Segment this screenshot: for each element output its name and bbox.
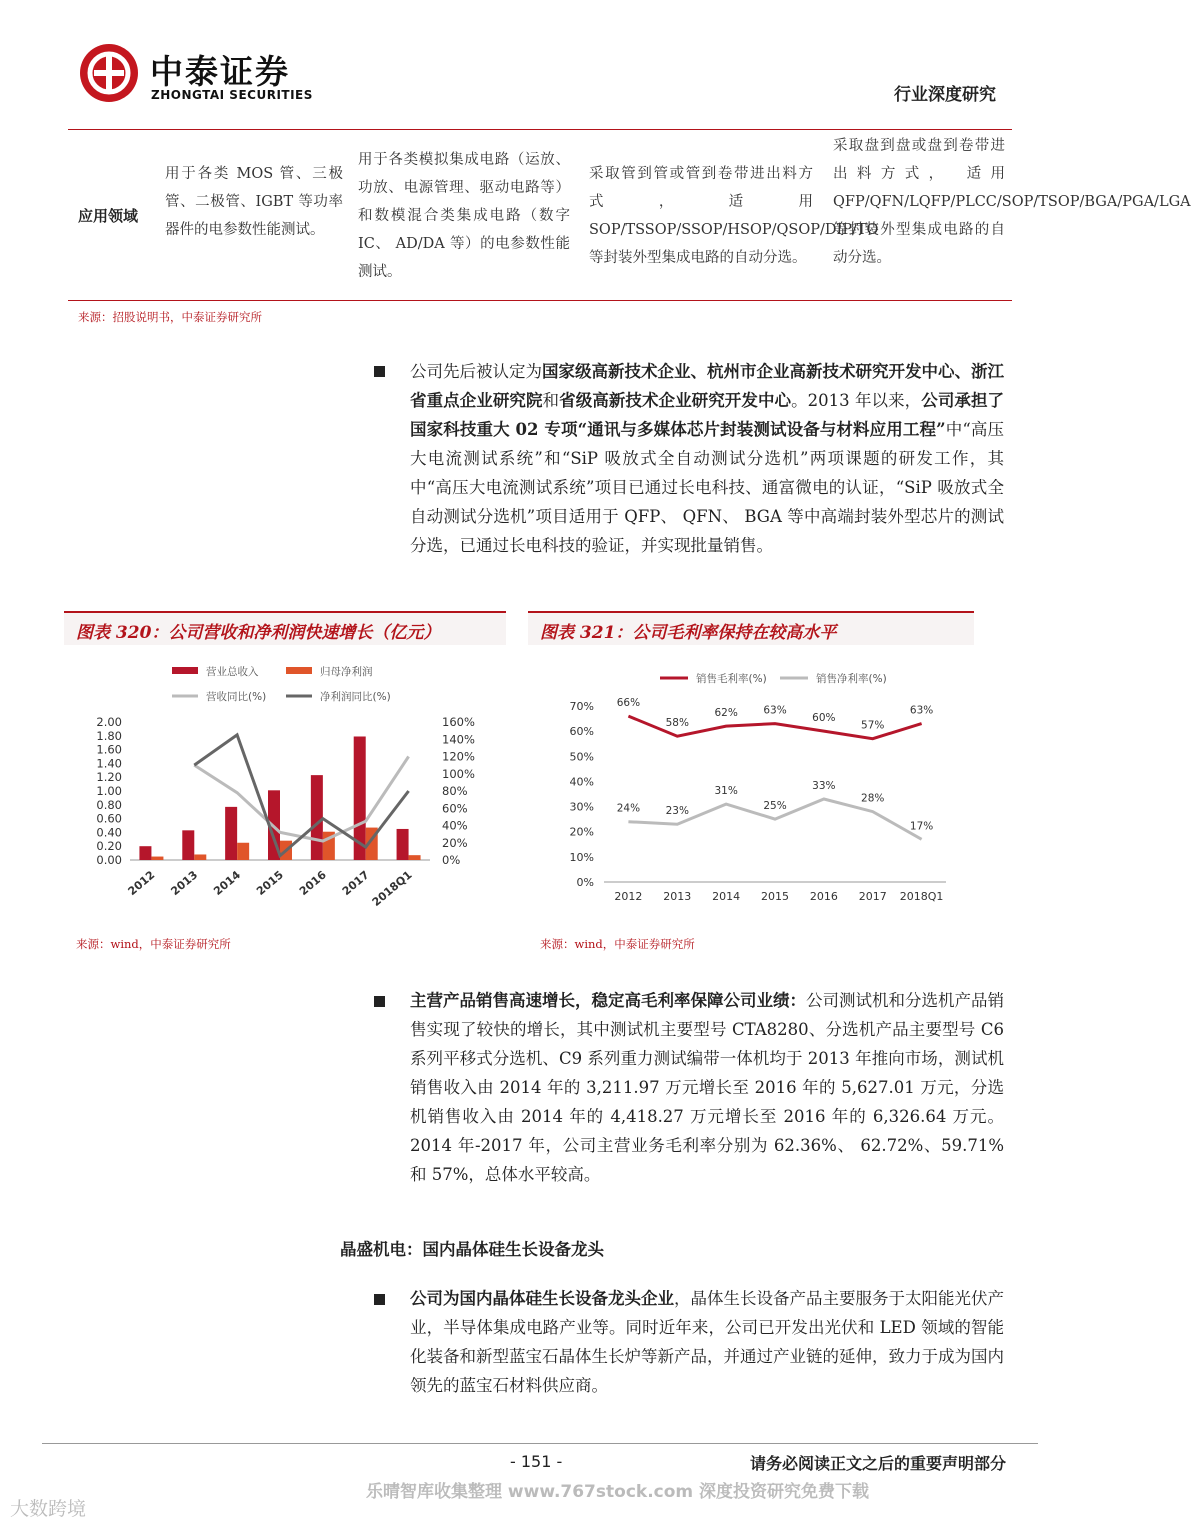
y-tick-label-left: 1.20 (96, 770, 122, 785)
company-logo-english: ZHONGTAI SECURITIES (151, 88, 313, 102)
y-tick-label: 20% (569, 825, 594, 839)
margin-chart (528, 650, 974, 920)
y-tick-label: 10% (569, 850, 594, 864)
data-label-gross-margin: 63% (763, 704, 787, 717)
bar-net-profit (237, 843, 249, 860)
x-tick-label: 2014 (211, 868, 244, 898)
legend-label: 营业总收入 (206, 666, 259, 678)
chart-title-left: 图表 320：公司营收和净利润快速增长（亿元） (76, 623, 441, 643)
y-tick-label-left: 1.80 (96, 728, 122, 743)
data-label-net-margin: 23% (665, 805, 689, 818)
x-tick-label: 2012 (614, 890, 643, 903)
section-heading: 晶盛机电：国内晶体硅生长设备龙头 (340, 1240, 604, 1259)
footer-divider (42, 1443, 1038, 1444)
chart-source-right: 来源：wind，中泰证券研究所 (540, 937, 695, 951)
x-tick-label: 2013 (168, 868, 201, 898)
para-bold: 省级高新技术企业研究开发中心 (559, 391, 792, 410)
y-tick-label: 60% (569, 725, 594, 739)
table-cell: 采取管到管或管到卷带进出料方式，适用 SOP/TSSOP/SSOP/HSOP/QSOP/DIP/TO 等封装外型集成电路的自动分选。 (589, 166, 879, 266)
legend-label: 销售毛利率(%) (696, 673, 767, 685)
y-tick-label: 0% (576, 876, 594, 889)
page-number: - 151 - (510, 1452, 563, 1471)
para-text: 公司测试机和分选机产品销售实现了较快的增长，其中测试机主要型号 CTA8280、分选机产品主要型号 C6 系列平移式分选机、C9 系列重力测试编带一体机均于 2013 年推向市场，测试机销售收入由 2014 年的 3,211.97 万元增长至 2016 年的 5,627.01 万元，分选机销售收入由 2014 年的 4,418.27 万元增长至 2016 年的 6,326.64 万元。2014 年-2017 年，公司主营业务毛利率分别为 62.36%、 62.72%、59.71%和 57%，总体水平较高。 (410, 991, 1004, 1184)
data-label-gross-margin: 66% (616, 697, 641, 710)
company-logo-name: 中泰证券 (150, 52, 290, 91)
data-label-net-margin: 25% (763, 800, 787, 813)
y-tick-label-left: 1.60 (96, 742, 122, 757)
y-tick-label-left: 2.00 (96, 715, 122, 729)
legend-swatch-profit (286, 667, 312, 674)
paragraph-company-recognition (410, 357, 1004, 560)
y-tick-label-right: 20% (442, 835, 468, 850)
bar-revenue (397, 829, 409, 860)
corner-watermark: 大数跨境 (10, 1498, 87, 1520)
data-label-gross-margin: 62% (714, 707, 738, 720)
para-text: 。2013 年以来， (791, 391, 922, 410)
bullet-icon (374, 996, 385, 1007)
paragraph-jingsheng (410, 1284, 1004, 1400)
data-label-gross-margin: 60% (812, 712, 836, 725)
data-label-net-margin: 17% (909, 820, 934, 833)
disclaimer-notice: 请务必阅读正文之后的重要声明部分 (749, 1454, 1006, 1473)
x-tick-label: 2015 (761, 890, 789, 903)
para-text: ，晶体生长设备产品主要服务于太阳能光伏产业，半导体集成电路产业等。同时近年来，公司已开发出光伏和 LED 领域的智能化装备和新型蓝宝石晶体生长炉等新产品，并通过产业链的延伸，致力于成为国内领先的蓝宝石材料供应商。 (410, 1289, 1004, 1395)
para-bold: 国家级高新技术企业、杭州市企业高新技术研究开发中心、浙江省重点企业研究院 (410, 362, 1004, 410)
legend-label: 归母净利润 (320, 666, 373, 678)
para-text: 和 (542, 391, 560, 410)
data-label-gross-margin: 58% (665, 717, 689, 730)
company-logo-mark (80, 44, 138, 102)
bar-revenue (139, 846, 151, 860)
y-tick-label-left: 1.00 (96, 784, 122, 798)
y-tick-label-right: 60% (442, 801, 468, 816)
para-bold: 公司为国内晶体硅生长设备龙头企业 (410, 1289, 674, 1308)
y-tick-label-right: 80% (442, 784, 468, 798)
legend-label: 净利润同比(%) (320, 691, 391, 703)
y-tick-label: 70% (569, 700, 594, 713)
legend-label: 营收同比(%) (206, 691, 267, 703)
legend (660, 672, 887, 685)
data-label-gross-margin: 57% (861, 719, 885, 732)
chart-source-left: 来源：wind，中泰证券研究所 (76, 937, 231, 951)
y-tick-label-left: 0.80 (96, 797, 122, 812)
y-tick-label-right: 140% (442, 732, 475, 747)
bar-revenue (225, 807, 237, 860)
paragraph-sales-growth (410, 986, 1004, 1189)
bar-revenue (182, 830, 194, 860)
y-tick-label-left: 1.40 (96, 756, 122, 771)
table-row-label: 应用领域 (78, 207, 139, 225)
bar-net-profit (409, 855, 421, 860)
y-tick-label-right: 160% (442, 715, 475, 729)
table-source: 来源：招股说明书，中泰证券研究所 (78, 310, 262, 324)
para-text: 公司先后被认定为 (410, 362, 542, 381)
x-tick-label: 2016 (809, 890, 838, 903)
bar-revenue (311, 775, 323, 860)
watermark-text: 乐晴智库收集整理 www.767stock.com 深度投资研究免费下载 (366, 1482, 870, 1502)
report-type: 行业深度研究 (894, 85, 996, 105)
x-tick-label: 2014 (712, 890, 741, 903)
para-text: 中“高压大电流测试系统”和“SiP 吸放式全自动测试分选机”两项课题的研发工作，其中“高压大电流测试系统”项目已通过长电科技、通富微电的认证，“SiP 吸放式全自动测试分选机”项目适用于 QFP、 QFN、 BGA 等中高端封装外型芯片的测试分选，已通过长电科技的验证，并实现批量销售。 (410, 420, 1005, 555)
legend-swatch-revenue (172, 667, 198, 674)
legend (172, 665, 391, 703)
bar-net-profit (194, 854, 206, 860)
bullet-icon (374, 1294, 385, 1305)
data-label-net-margin: 33% (812, 780, 836, 793)
x-tick-label: 2018Q1 (369, 868, 415, 909)
data-label-net-margin: 28% (861, 792, 885, 805)
bullet-icon (374, 366, 385, 377)
revenue-profit-chart (64, 650, 506, 920)
header-divider (68, 129, 1012, 130)
x-tick-label: 2018Q1 (899, 890, 944, 903)
para-bold: 公司承担了国家科技重大 02 专项“通讯与多媒体芯片封装测试设备与材料应用工程” (410, 391, 1005, 439)
y-tick-label-right: 120% (442, 749, 475, 764)
table-bottom-rule (68, 300, 1012, 301)
y-tick-label-left: 0.60 (96, 811, 122, 826)
para-bold: 主营产品销售高速增长，稳定高毛利率保障公司业绩： (410, 991, 806, 1010)
table-cell: 采取盘到盘或盘到卷带进出料方式， 适用 QFP/QFN/LQFP/PLCC/SOP/TSOP/BGA/PGA/LGA 等封装外型集成电路的自动分选。 (833, 138, 1191, 266)
y-tick-label-left: 0.40 (96, 825, 122, 840)
y-tick-label-left: 0.00 (96, 853, 122, 867)
y-tick-label: 30% (569, 800, 594, 814)
y-tick-label: 40% (569, 775, 594, 789)
logo-emblem-icon (80, 44, 138, 102)
y-tick-label-right: 0% (442, 853, 461, 867)
table-cell: 用于各类模拟集成电路（运放、功放、电源管理、驱动电路等）和数模混合类集成电路（数字 IC、 AD/DA 等）的电参数性能测试。 (358, 152, 570, 280)
x-tick-label: 2015 (254, 868, 286, 898)
x-tick-label: 2017 (858, 890, 887, 903)
y-tick-label-right: 100% (442, 766, 475, 781)
y-tick-label: 50% (569, 750, 594, 764)
bar-net-profit (151, 857, 163, 860)
x-tick-label: 2012 (125, 868, 158, 898)
y-tick-label-left: 0.20 (96, 839, 122, 854)
x-tick-label: 2016 (296, 868, 329, 898)
x-tick-label: 2017 (339, 868, 372, 898)
data-label-net-margin: 31% (714, 785, 738, 798)
table-cell: 用于各类 MOS 管、三极管、二极管、IGBT 等功率器件的电参数性能测试。 (165, 166, 343, 238)
y-tick-label-right: 40% (442, 818, 468, 833)
legend-label: 销售净利率(%) (816, 673, 887, 685)
data-label-gross-margin: 63% (909, 704, 934, 717)
x-tick-label: 2013 (663, 890, 692, 903)
chart-title-right: 图表 321：公司毛利率保持在较高水平 (540, 623, 837, 643)
data-label-net-margin: 24% (616, 802, 641, 815)
